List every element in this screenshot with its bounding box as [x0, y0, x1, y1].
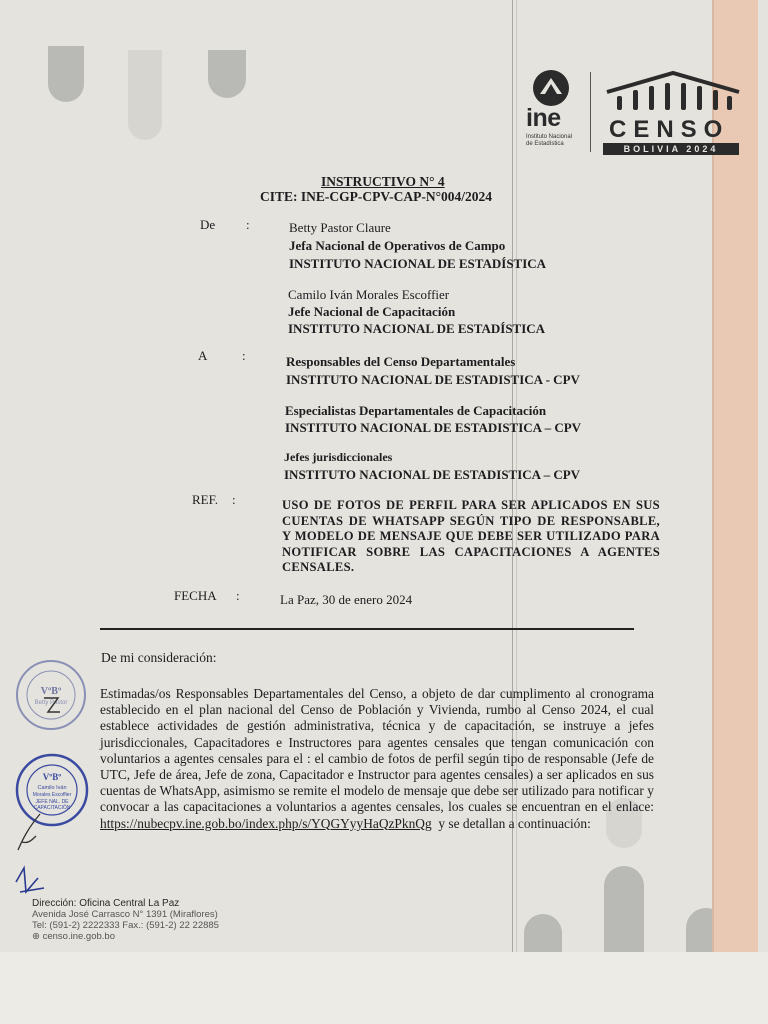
- decorative-pill: [48, 46, 84, 102]
- censo-logo-text: CENSO: [609, 116, 730, 143]
- decorative-pill: [524, 914, 562, 952]
- from-role: Jefa Nacional de Operativos de Campo: [289, 238, 506, 253]
- footer-phone: Tel: (591-2) 2222333 Fax.: (591-2) 22 22885: [32, 920, 219, 931]
- body-link[interactable]: https://nubecpv.ine.gob.bo/index.php/s/YQGYyyHaQzPknQg: [100, 815, 432, 831]
- from-label: De: [200, 217, 216, 232]
- to-org: INSTITUTO NACIONAL DE ESTADISTICA – CPV: [285, 420, 582, 435]
- to-role: Responsables del Censo Departamentales: [286, 354, 516, 369]
- stamp-center-text: VºBº: [40, 686, 62, 697]
- body-paragraph: [100, 686, 654, 832]
- ine-subtitle: Instituto Nacional de Estadística: [526, 134, 573, 147]
- footer-web-text: censo.ine.gob.bo: [42, 931, 115, 942]
- to-org: INSTITUTO NACIONAL DE ESTADISTICA - CPV: [286, 372, 580, 387]
- ref-label: REF.: [192, 492, 219, 507]
- censo-logo-subtitle: BOLIVIA 2024: [603, 143, 739, 155]
- from-separator: :: [246, 217, 250, 232]
- signature-icon: [10, 862, 50, 902]
- body-after-link: y se detallan a continuación:: [438, 815, 591, 831]
- date-value: La Paz, 30 de enero 2024: [280, 592, 413, 607]
- footer: [32, 898, 219, 942]
- footer-web: [32, 931, 219, 942]
- to-role: Especialistas Departamentales de Capacitación: [285, 403, 547, 418]
- body-text: Estimadas/os Responsables Departamentales del Censo, a objeto de dar cumplimento al cronograma establecido en el plan nacional del Censo de Población y Vivienda, rumbo al Censo 2024, el cual establece actividades de gestión administrativa, técnica y de capacitación, se instruye a jefes jurisdiccionales, Capacitadores e Instructores para agentes censales que tengan comunicación con voluntarios a agentes censales para el : el cambio de fotos de perfil según tipo de responsable (Jefe de UTC, Jefe de área, Jefe de zona, Capacitador e Instructor para agentes censales) a ser aplicados en sus cuentas de WhatsApp, asimismo se remite el modelo de mensaje que debe ser utilizado para notificar y convocar a las capacitaciones a voluntarios a agentes censales, los cuales se encuentran en el enlace:: [100, 686, 654, 815]
- stamp-sub-text: Camilo Iván: [37, 785, 67, 791]
- signature-icon: [10, 806, 50, 856]
- bottom-margin: [0, 952, 768, 1024]
- divider-line: [100, 628, 634, 630]
- stamp-sub-text: CAPACITACIÓN: [33, 805, 71, 811]
- to-separator: :: [242, 348, 246, 363]
- to-label: A: [198, 348, 208, 363]
- stamp-sub-text: Morales Escoffier: [32, 792, 72, 798]
- to-org: INSTITUTO NACIONAL DE ESTADISTICA – CPV: [284, 467, 581, 482]
- document-cite: CITE: INE-CGP-CPV-CAP-N°004/2024: [260, 189, 493, 204]
- globe-icon: ⊕: [32, 931, 40, 942]
- date-separator: :: [236, 588, 240, 603]
- to-role: Jefes jurisdiccionales: [284, 450, 393, 464]
- date-label: FECHA: [174, 588, 217, 603]
- footer-address-title: Dirección: Oficina Central La Paz: [32, 898, 180, 909]
- footer-address: Avenida José Carrasco N° 1391 (Miraflores): [32, 909, 218, 920]
- from-name: Camilo Iván Morales Escoffier: [288, 287, 450, 302]
- logo-divider: [590, 72, 591, 152]
- from-org: INSTITUTO NACIONAL DE ESTADÍSTICA: [288, 321, 546, 336]
- ref-separator: :: [232, 492, 236, 507]
- from-role: Jefe Nacional de Capacitación: [288, 304, 456, 319]
- censo-logo-icon: [603, 70, 743, 118]
- from-name: Betty Pastor Claure: [289, 220, 391, 235]
- stamp-sub-text: JEFE NAL. DE: [35, 799, 69, 805]
- decorative-pill: [208, 50, 246, 98]
- decorative-pill: [128, 50, 162, 140]
- ref-text: USO DE FOTOS DE PERFIL PARA SER APLICADOS EN SUS CUENTAS DE WHATSAPP SEGÚN TIPO DE RESPONSABLE, Y MODELO DE MENSAJE QUE DEBE SER UTILIZADO PARA NOTIFICAR SOBRE LAS CAPACITACIONES A AGENTES CENSALES.: [282, 498, 660, 574]
- document-title: INSTRUCTIVO N° 4: [321, 174, 445, 189]
- ine-logo-text: ine: [526, 104, 561, 132]
- decorative-pill: [604, 866, 644, 952]
- stamp-sub-text: Betty Pastor: [34, 700, 68, 706]
- greeting: De mi consideración:: [101, 650, 217, 665]
- approval-stamp-icon: [14, 658, 88, 732]
- stamp-center-text: VºBº: [42, 772, 62, 782]
- from-org: INSTITUTO NACIONAL DE ESTADÍSTICA: [289, 256, 547, 271]
